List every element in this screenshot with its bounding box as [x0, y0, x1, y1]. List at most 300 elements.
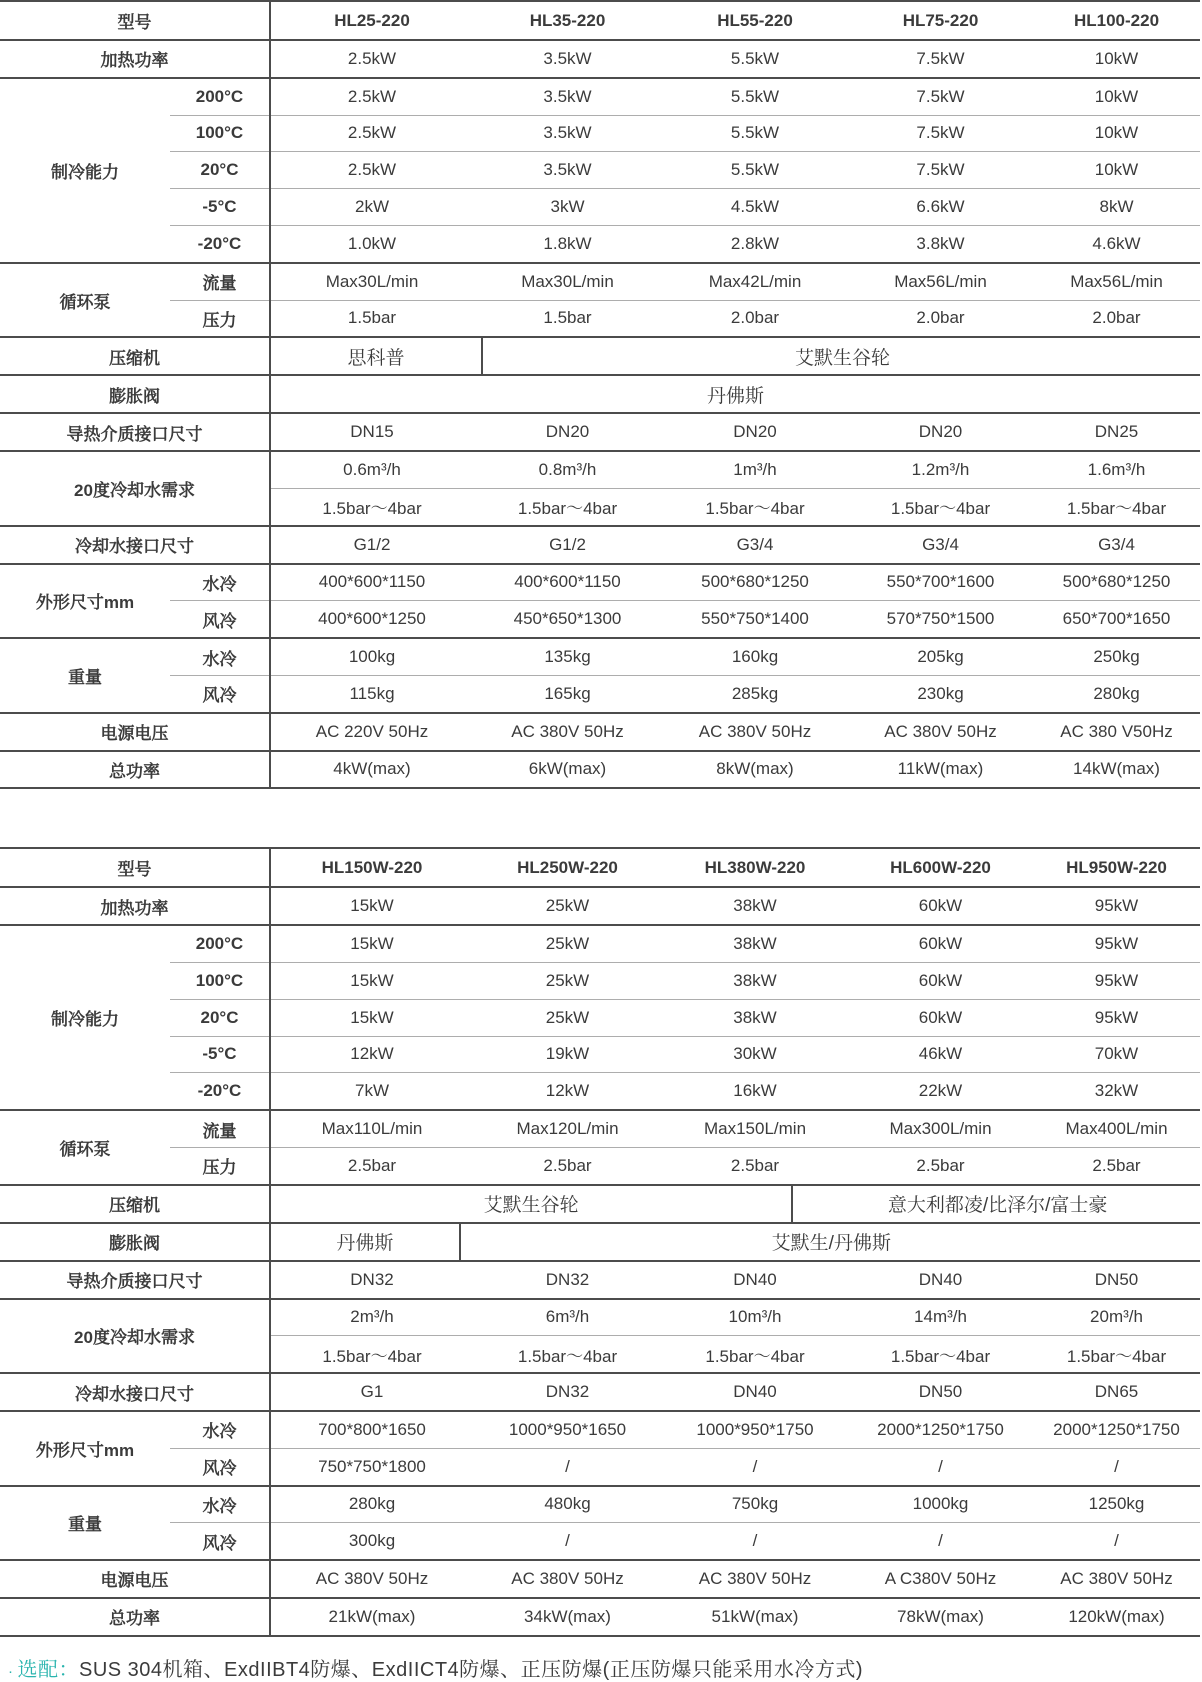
merged-cell [270, 375, 1200, 413]
row-label: 总功率 [0, 751, 270, 789]
spec-value: Max120L/min [473, 1110, 662, 1147]
row-label: 外形尺寸mm [0, 1411, 170, 1486]
spec-row [0, 751, 1200, 789]
spec-value: 1.5bar [270, 300, 473, 337]
model-name: HL600W-220 [848, 848, 1033, 887]
spec-value: 1.5bar～4bar [848, 488, 1033, 525]
spec-value: 500*680*1250 [662, 564, 848, 601]
spec-value: 1.5bar [473, 300, 662, 337]
spec-row [0, 40, 1200, 78]
spec-value: 1.5bar～4bar [270, 1336, 473, 1373]
spec-value: 46kW [848, 1036, 1033, 1073]
spec-value: 1000kg [848, 1486, 1033, 1523]
spec-value: AC 380V 50Hz [473, 1560, 662, 1598]
spec-value: 1250kg [1033, 1486, 1200, 1523]
spec-value: 30kW [662, 1036, 848, 1073]
spec-value: 750kg [662, 1486, 848, 1523]
spec-row [0, 413, 1200, 451]
spec-value: Max30L/min [270, 263, 473, 300]
row-label: 20度冷却水需求 [0, 1299, 270, 1374]
spec-value: 0.8m³/h [473, 451, 662, 488]
model-name: HL380W-220 [662, 848, 848, 887]
spec-value: 400*600*1250 [270, 601, 473, 638]
spec-value: 5.5kW [662, 40, 848, 78]
model-row-label: 型号 [0, 1, 270, 40]
spec-value: 25kW [473, 999, 662, 1036]
spec-value: 500*680*1250 [1033, 564, 1200, 601]
spec-value: 750*750*1800 [270, 1448, 473, 1485]
spec-value: 15kW [270, 962, 473, 999]
spec-value: DN32 [270, 1261, 473, 1299]
spec-value: 1.5bar～4bar [662, 1336, 848, 1373]
row-label: 膨胀阀 [0, 375, 270, 413]
spec-value: 1.5bar～4bar [848, 1336, 1033, 1373]
spec-value: 1.5bar～4bar [473, 1336, 662, 1373]
spec-value: 0.6m³/h [270, 451, 473, 488]
sub-label: -20°C [170, 225, 270, 262]
spec-value: / [1033, 1523, 1200, 1560]
spec-value: 15kW [270, 999, 473, 1036]
spec-value: 60kW [848, 962, 1033, 999]
spec-value: 70kW [1033, 1036, 1200, 1073]
spec-row [0, 564, 1200, 601]
spec-value: 34kW(max) [473, 1598, 662, 1636]
spec-value: 120kW(max) [1033, 1598, 1200, 1636]
row-label: 循环泵 [0, 263, 170, 338]
spec-value: DN20 [662, 413, 848, 451]
spec-value: 3.5kW [473, 115, 662, 152]
spec-row [0, 1598, 1200, 1636]
spec-value: 160kg [662, 638, 848, 675]
spec-value: 2.0bar [1033, 300, 1200, 337]
merged-cell-wrap [271, 376, 1200, 412]
spec-row [0, 451, 1200, 488]
spec-value: G1/2 [473, 526, 662, 564]
row-label: 加热功率 [0, 887, 270, 925]
spec-value: 115kg [270, 675, 473, 712]
spec-value: 280kg [1033, 675, 1200, 712]
spec-value: 3kW [473, 189, 662, 226]
spec-value: 3.8kW [848, 225, 1033, 262]
spec-table-small-models [0, 0, 1200, 789]
model-name: HL25-220 [270, 1, 473, 40]
spec-value: 12kW [473, 1073, 662, 1110]
spec-row [0, 713, 1200, 751]
spec-value: 95kW [1033, 925, 1200, 962]
spec-value: DN25 [1033, 413, 1200, 451]
spec-value: AC 380V 50Hz [473, 713, 662, 751]
spec-row [0, 1110, 1200, 1147]
spec-value: 1000*950*1750 [662, 1411, 848, 1448]
spec-row [0, 1185, 1200, 1223]
spec-value: 78kW(max) [848, 1598, 1033, 1636]
model-header-row [0, 848, 1200, 887]
spec-value: DN20 [473, 413, 662, 451]
spec-value: 400*600*1150 [270, 564, 473, 601]
spec-value: 550*700*1600 [848, 564, 1033, 601]
spec-value: 8kW [1033, 189, 1200, 226]
spec-value: 1000*950*1650 [473, 1411, 662, 1448]
spec-value: 100kg [270, 638, 473, 675]
spec-row [0, 526, 1200, 564]
spec-value: 25kW [473, 925, 662, 962]
row-label: 加热功率 [0, 40, 270, 78]
spec-value: Max56L/min [848, 263, 1033, 300]
sub-label: 水冷 [170, 638, 270, 675]
sub-label: 水冷 [170, 1486, 270, 1523]
spec-value: 1m³/h [662, 451, 848, 488]
spec-value: DN50 [1033, 1261, 1200, 1299]
spec-value: 1.6m³/h [1033, 451, 1200, 488]
spec-value: 2.5bar [848, 1147, 1033, 1184]
spec-value: 15kW [270, 887, 473, 925]
spec-value: AC 220V 50Hz [270, 713, 473, 751]
merged-value: 艾默生谷轮 [483, 1195, 579, 1217]
note-option-text: SUS 304机箱、ExdIIBT4防爆、ExdIICT4防爆、正压防爆(正压防爆只能采用水冷方式) [79, 1658, 863, 1681]
spec-value: 1.8kW [473, 225, 662, 262]
spec-value: 2.8kW [662, 225, 848, 262]
spec-value: 2.5bar [1033, 1147, 1200, 1184]
spec-value: 2m³/h [270, 1299, 473, 1336]
spec-value: G3/4 [662, 526, 848, 564]
spec-value: 2000*1250*1750 [848, 1411, 1033, 1448]
sub-label: 压力 [170, 300, 270, 337]
spec-row [0, 1486, 1200, 1523]
spec-row [0, 1523, 1200, 1560]
spec-value: 38kW [662, 925, 848, 962]
spec-value: 4.6kW [1033, 225, 1200, 262]
spec-value: / [662, 1448, 848, 1485]
spec-value: 95kW [1033, 999, 1200, 1036]
spec-value: AC 380V 50Hz [662, 1560, 848, 1598]
spec-value: 2.5kW [270, 152, 473, 189]
spec-row [0, 1073, 1200, 1110]
row-label: 循环泵 [0, 1110, 170, 1185]
spec-value: Max42L/min [662, 263, 848, 300]
spec-value: 2.5kW [270, 40, 473, 78]
model-name: HL35-220 [473, 1, 662, 40]
spec-row [0, 1560, 1200, 1598]
spec-value: DN40 [662, 1261, 848, 1299]
spec-value: 38kW [662, 887, 848, 925]
spec-value: DN40 [848, 1261, 1033, 1299]
spec-value: AC 380 V50Hz [1033, 713, 1200, 751]
spec-value: 20m³/h [1033, 1299, 1200, 1336]
row-label: 冷却水接口尺寸 [0, 1373, 270, 1411]
model-name: HL250W-220 [473, 848, 662, 887]
spec-value: 6m³/h [473, 1299, 662, 1336]
spec-value: 25kW [473, 887, 662, 925]
spec-value: G3/4 [848, 526, 1033, 564]
spec-value: 3.5kW [473, 152, 662, 189]
spec-value: 60kW [848, 887, 1033, 925]
spec-row [0, 78, 1200, 115]
model-name: HL150W-220 [270, 848, 473, 887]
spec-row [0, 1147, 1200, 1184]
spec-value: 450*650*1300 [473, 601, 662, 638]
spec-value: AC 380V 50Hz [1033, 1560, 1200, 1598]
spec-value: 51kW(max) [662, 1598, 848, 1636]
spec-value: AC 380V 50Hz [662, 713, 848, 751]
sub-label: -20°C [170, 1073, 270, 1110]
spec-value: 5.5kW [662, 152, 848, 189]
spec-value: Max150L/min [662, 1110, 848, 1147]
spec-value: AC 380V 50Hz [848, 713, 1033, 751]
spec-value: 4kW(max) [270, 751, 473, 789]
spec-value: 6.6kW [848, 189, 1033, 226]
spec-value: 1.5bar～4bar [473, 488, 662, 525]
spec-value: 1.5bar～4bar [270, 488, 473, 525]
sub-label: 流量 [170, 1110, 270, 1147]
merged-cell-wrap [271, 338, 1200, 374]
spec-row [0, 375, 1200, 413]
spec-value: 1.5bar～4bar [1033, 488, 1200, 525]
spec-value: 60kW [848, 999, 1033, 1036]
sub-label: 200°C [170, 925, 270, 962]
spec-value: / [1033, 1448, 1200, 1485]
spec-value: / [848, 1448, 1033, 1485]
spec-value: 1.5bar～4bar [662, 488, 848, 525]
spec-value: 38kW [662, 962, 848, 999]
spec-value: 95kW [1033, 887, 1200, 925]
sub-label: -5°C [170, 1036, 270, 1073]
spec-value: DN50 [848, 1373, 1033, 1411]
spec-row [0, 152, 1200, 189]
spec-value: 2.5kW [270, 78, 473, 115]
spec-value: / [848, 1523, 1033, 1560]
spec-value: 570*750*1500 [848, 601, 1033, 638]
spec-row [0, 1223, 1200, 1261]
merged-value: 意大利都凌/比泽尔/富士豪 [791, 1186, 1202, 1222]
spec-value: 1.0kW [270, 225, 473, 262]
spec-value: G1 [270, 1373, 473, 1411]
spec-value: 21kW(max) [270, 1598, 473, 1636]
row-label: 导热介质接口尺寸 [0, 1261, 270, 1299]
row-label: 电源电压 [0, 713, 270, 751]
spec-value: DN40 [662, 1373, 848, 1411]
spec-row [0, 1373, 1200, 1411]
spec-value: Max400L/min [1033, 1110, 1200, 1147]
spec-value: 12kW [270, 1036, 473, 1073]
spec-row [0, 1411, 1200, 1448]
row-label: 膨胀阀 [0, 1223, 270, 1261]
spec-row [0, 263, 1200, 300]
spec-value: 5.5kW [662, 115, 848, 152]
spec-value: 7.5kW [848, 40, 1033, 78]
row-label: 20度冷却水需求 [0, 451, 270, 526]
spec-value: Max56L/min [1033, 263, 1200, 300]
merged-cell [270, 337, 1200, 375]
spec-row [0, 925, 1200, 962]
sub-label: 200°C [170, 78, 270, 115]
spec-row [0, 999, 1200, 1036]
spec-value: A C380V 50Hz [848, 1560, 1033, 1598]
spec-value: 10kW [1033, 152, 1200, 189]
spec-value: Max110L/min [270, 1110, 473, 1147]
spec-value: 700*800*1650 [270, 1411, 473, 1448]
spec-value: 4.5kW [662, 189, 848, 226]
sub-label: 水冷 [170, 1411, 270, 1448]
spec-value: Max300L/min [848, 1110, 1033, 1147]
spec-value: 19kW [473, 1036, 662, 1073]
spec-row [0, 300, 1200, 337]
spec-value: 2.5bar [270, 1147, 473, 1184]
spec-row [0, 1448, 1200, 1485]
row-label: 压缩机 [0, 337, 270, 375]
spec-row [0, 601, 1200, 638]
spec-value: DN15 [270, 413, 473, 451]
row-label: 冷却水接口尺寸 [0, 526, 270, 564]
spec-value: 280kg [270, 1486, 473, 1523]
spec-value: 38kW [662, 999, 848, 1036]
spec-value: 205kg [848, 638, 1033, 675]
merged-value: 丹佛斯 [706, 385, 764, 407]
spec-value: 15kW [270, 925, 473, 962]
spec-row [0, 675, 1200, 712]
row-label: 总功率 [0, 1598, 270, 1636]
spec-value: 230kg [848, 675, 1033, 712]
spec-row [0, 1299, 1200, 1336]
row-label: 电源电压 [0, 1560, 270, 1598]
options-note [8, 1653, 1200, 1682]
merged-value: 丹佛斯 [336, 1233, 394, 1255]
merged-value: 艾默生/丹佛斯 [459, 1224, 1202, 1260]
sub-label: 风冷 [170, 1523, 270, 1560]
spec-value: 2.5bar [662, 1147, 848, 1184]
spec-value: 10kW [1033, 40, 1200, 78]
spec-value: 2000*1250*1750 [1033, 1411, 1200, 1448]
spec-value: 10kW [1033, 115, 1200, 152]
spec-value: 10m³/h [662, 1299, 848, 1336]
spec-value: 8kW(max) [662, 751, 848, 789]
spec-row [0, 189, 1200, 226]
spec-value: 300kg [270, 1523, 473, 1560]
spec-value: 1.5bar～4bar [1033, 1336, 1200, 1373]
spec-value: 480kg [473, 1486, 662, 1523]
table-body [0, 1, 1200, 788]
spec-value: 95kW [1033, 962, 1200, 999]
merged-cell [270, 1185, 1200, 1223]
model-name: HL55-220 [662, 1, 848, 40]
spec-row [0, 638, 1200, 675]
spec-row [0, 225, 1200, 262]
spec-value: 6kW(max) [473, 751, 662, 789]
sub-label: 水冷 [170, 564, 270, 601]
spec-value: 25kW [473, 962, 662, 999]
sub-label: 流量 [170, 263, 270, 300]
spec-value: DN32 [473, 1261, 662, 1299]
sub-label: 风冷 [170, 601, 270, 638]
spec-value: 7.5kW [848, 152, 1033, 189]
merged-value: 思科普 [347, 347, 405, 369]
spec-value: DN65 [1033, 1373, 1200, 1411]
spec-row [0, 337, 1200, 375]
spec-value: 2.0bar [848, 300, 1033, 337]
row-label: 重量 [0, 1486, 170, 1561]
spec-value: 165kg [473, 675, 662, 712]
model-header-row [0, 1, 1200, 40]
spec-value: 550*750*1400 [662, 601, 848, 638]
spec-value: 650*700*1650 [1033, 601, 1200, 638]
spec-value: 7.5kW [848, 115, 1033, 152]
row-label: 重量 [0, 638, 170, 713]
spec-value: 5.5kW [662, 78, 848, 115]
spec-value: 7kW [270, 1073, 473, 1110]
spec-value: 2.0bar [662, 300, 848, 337]
spec-value: DN20 [848, 413, 1033, 451]
merged-cell [270, 1223, 1200, 1261]
merged-cell-wrap [271, 1186, 1200, 1222]
sub-label: 20°C [170, 999, 270, 1036]
spec-value: 3.5kW [473, 40, 662, 78]
spec-value: 135kg [473, 638, 662, 675]
spec-value: / [473, 1523, 662, 1560]
spec-value: AC 380V 50Hz [270, 1560, 473, 1598]
spec-value: 285kg [662, 675, 848, 712]
table-body [0, 848, 1200, 1635]
merged-value: 艾默生谷轮 [481, 338, 1202, 374]
spec-value: G1/2 [270, 526, 473, 564]
merged-cell-wrap [271, 1224, 1200, 1260]
spec-value: 7.5kW [848, 78, 1033, 115]
spec-value: DN32 [473, 1373, 662, 1411]
model-name: HL100-220 [1033, 1, 1200, 40]
spec-value: 11kW(max) [848, 751, 1033, 789]
spec-value: 2.5bar [473, 1147, 662, 1184]
spec-value: 32kW [1033, 1073, 1200, 1110]
spec-value: Max30L/min [473, 263, 662, 300]
spec-row [0, 115, 1200, 152]
spec-value: 2kW [270, 189, 473, 226]
spec-row [0, 962, 1200, 999]
model-name: HL75-220 [848, 1, 1033, 40]
spec-row [0, 887, 1200, 925]
spec-value: 10kW [1033, 78, 1200, 115]
spec-value: 14m³/h [848, 1299, 1033, 1336]
spec-value: 1.2m³/h [848, 451, 1033, 488]
row-label: 制冷能力 [0, 925, 170, 1110]
spec-value: 3.5kW [473, 78, 662, 115]
note-bullet-icon: · [8, 1662, 14, 1680]
spec-value: / [662, 1523, 848, 1560]
spec-value: 400*600*1150 [473, 564, 662, 601]
spec-value: G3/4 [1033, 526, 1200, 564]
spec-value: 2.5kW [270, 115, 473, 152]
spec-value: 60kW [848, 925, 1033, 962]
model-name: HL950W-220 [1033, 848, 1200, 887]
spec-row [0, 1261, 1200, 1299]
spec-value: 16kW [662, 1073, 848, 1110]
sub-label: 100°C [170, 115, 270, 152]
spec-value: 14kW(max) [1033, 751, 1200, 789]
row-label: 压缩机 [0, 1185, 270, 1223]
sub-label: 100°C [170, 962, 270, 999]
sub-label: 压力 [170, 1147, 270, 1184]
row-label: 外形尺寸mm [0, 564, 170, 639]
spec-value: / [473, 1448, 662, 1485]
spec-row [0, 1036, 1200, 1073]
sub-label: 20°C [170, 152, 270, 189]
spec-table-large-models [0, 847, 1200, 1636]
model-row-label: 型号 [0, 848, 270, 887]
sub-label: 风冷 [170, 675, 270, 712]
row-label: 制冷能力 [0, 78, 170, 263]
row-label: 导热介质接口尺寸 [0, 413, 270, 451]
spec-value: 250kg [1033, 638, 1200, 675]
sub-label: -5°C [170, 189, 270, 226]
note-option-label: 选配： [17, 1658, 79, 1681]
spec-value: 22kW [848, 1073, 1033, 1110]
